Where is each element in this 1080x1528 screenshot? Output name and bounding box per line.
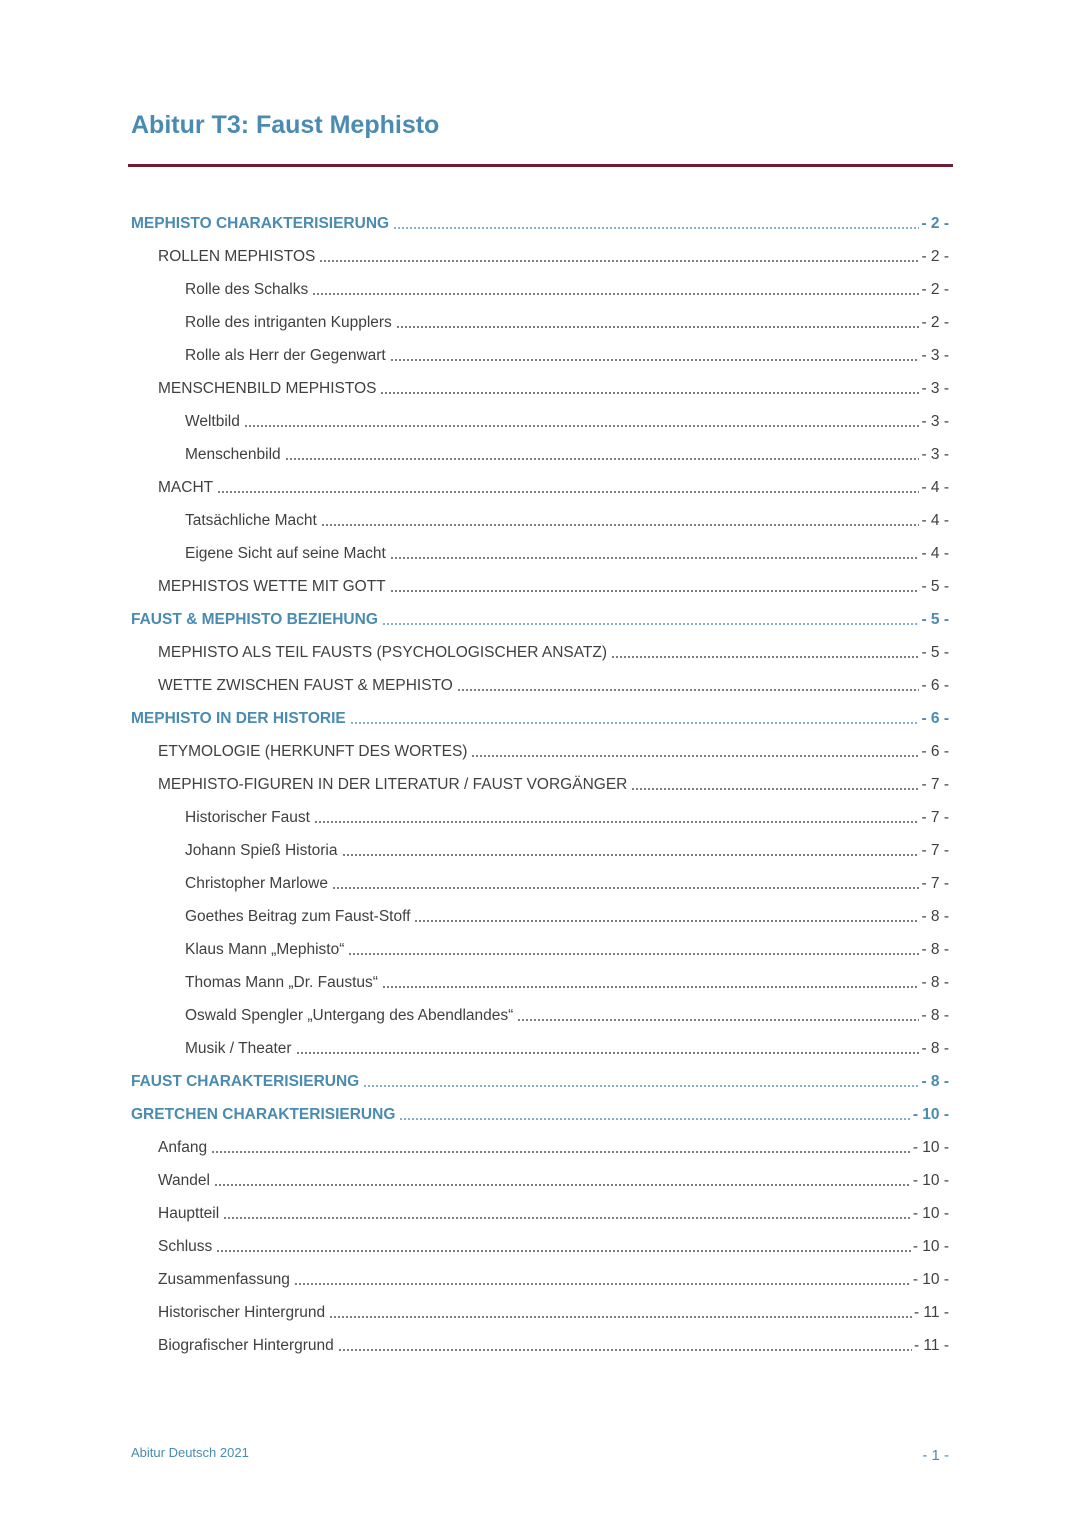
- toc-entry-label: Menschenbild: [185, 445, 281, 463]
- toc-dot-leader: [363, 1085, 919, 1087]
- toc-entry-page-number: - 3 -: [921, 379, 949, 397]
- toc-entry[interactable]: [0, 504, 1080, 537]
- toc-entry-label: FAUST CHARAKTERISIERUNG: [131, 1072, 360, 1090]
- toc-entry-label: GRETCHEN CHARAKTERISIERUNG: [131, 1105, 396, 1123]
- toc-entry-page-number: - 8 -: [921, 1039, 949, 1057]
- toc-entry-page-number: - 8 -: [921, 907, 949, 925]
- toc-entry-page-number: - 3 -: [921, 412, 949, 430]
- toc-entry-label: Thomas Mann „Dr. Faustus“: [185, 973, 378, 991]
- toc-entry[interactable]: [0, 339, 1080, 372]
- toc-entry[interactable]: [0, 768, 1080, 801]
- toc-entry[interactable]: [0, 999, 1080, 1032]
- toc-entry[interactable]: [0, 438, 1080, 471]
- toc-entry[interactable]: [0, 306, 1080, 339]
- toc-entry[interactable]: [0, 867, 1080, 900]
- toc-dot-leader: [312, 293, 919, 295]
- toc-dot-leader: [611, 656, 919, 658]
- toc-entry-label: Zusammenfassung: [158, 1271, 290, 1288]
- toc-dot-leader: [517, 1019, 919, 1021]
- toc-entry-page-number: - 7 -: [921, 775, 949, 793]
- toc-entry-page-number: - 3 -: [921, 346, 949, 364]
- toc-dot-leader: [390, 557, 920, 559]
- toc-entry-page-number: - 8 -: [921, 1006, 949, 1024]
- toc-entry-label: Goethes Beitrag zum Faust-Stoff: [185, 907, 411, 925]
- toc-entry[interactable]: [0, 1164, 1080, 1197]
- toc-dot-leader: [329, 1316, 912, 1318]
- toc-entry-label: MENSCHENBILD MEPHISTOS: [158, 379, 377, 397]
- toc-dot-leader: [332, 887, 919, 889]
- toc-dot-leader: [314, 821, 920, 823]
- toc-entry-label: ETYMOLOGIE (HERKUNFT DES WORTES): [158, 742, 468, 760]
- toc-dot-leader: [285, 458, 920, 460]
- toc-entry-page-number: - 5 -: [921, 610, 949, 628]
- toc-entry-page-number: - 2 -: [921, 214, 949, 232]
- page-title: Abitur T3: Faust Mephisto: [131, 111, 440, 139]
- toc-dot-leader: [342, 854, 920, 856]
- toc-dot-leader: [382, 623, 920, 625]
- toc-entry[interactable]: [0, 1098, 1080, 1131]
- toc-entry[interactable]: [0, 537, 1080, 570]
- toc-entry-page-number: - 7 -: [921, 808, 949, 826]
- toc-entry-label: Historischer Hintergrund: [158, 1304, 326, 1322]
- toc-entry-page-number: - 4 -: [921, 511, 949, 529]
- toc-dot-leader: [390, 359, 920, 361]
- toc-entry[interactable]: [0, 273, 1080, 306]
- toc-entry[interactable]: [0, 1330, 1080, 1363]
- toc-dot-leader: [457, 689, 920, 691]
- toc-dot-leader: [217, 491, 919, 493]
- toc-entry-page-number: - 2 -: [921, 280, 949, 298]
- toc-entry[interactable]: [0, 207, 1080, 240]
- toc-entry-page-number: - 4 -: [921, 478, 949, 496]
- toc-dot-leader: [244, 425, 920, 427]
- toc-entry[interactable]: [0, 1264, 1080, 1297]
- toc-entry-label: WETTE ZWISCHEN FAUST & MEPHISTO: [158, 676, 453, 694]
- toc-entry-page-number: - 10 -: [912, 1171, 949, 1189]
- toc-entry-label: FAUST & MEPHISTO BEZIEHUNG: [131, 610, 378, 628]
- toc-dot-leader: [382, 986, 919, 988]
- toc-entry-label: MEPHISTO-FIGUREN IN DER LITERATUR / FAUST VORGÄNGER: [158, 775, 628, 793]
- toc-dot-leader: [223, 1217, 911, 1219]
- toc-entry-label: Biografischer Hintergrund: [158, 1337, 334, 1355]
- toc-entry[interactable]: [0, 372, 1080, 405]
- toc-entry-label: MEPHISTOS WETTE MIT GOTT: [158, 577, 386, 595]
- toc-entry-page-number: - 6 -: [921, 709, 949, 727]
- toc-dot-leader: [393, 227, 919, 229]
- toc-entry-page-number: - 6 -: [921, 676, 949, 694]
- toc-entry-page-number: - 4 -: [921, 544, 949, 562]
- toc-entry-label: Schluss: [158, 1237, 213, 1255]
- toc-entry-page-number: - 7 -: [921, 874, 949, 892]
- toc-entry-page-number: - 10 -: [912, 1237, 949, 1255]
- toc-entry[interactable]: [0, 735, 1080, 768]
- toc-entry-page-number: - 11 -: [913, 1304, 949, 1322]
- toc-entry[interactable]: [0, 801, 1080, 834]
- toc-entry-page-number: - 10 -: [912, 1271, 949, 1288]
- toc-entry-label: MACHT: [158, 478, 214, 496]
- toc-entry-label: Eigene Sicht auf seine Macht: [185, 544, 386, 562]
- toc-entry-label: ROLLEN MEPHISTOS: [158, 247, 316, 265]
- toc-entry[interactable]: [0, 966, 1080, 999]
- toc-dot-leader: [211, 1151, 911, 1153]
- toc-entry-page-number: - 8 -: [921, 940, 949, 958]
- toc-dot-leader: [321, 524, 920, 526]
- toc-dot-leader: [399, 1118, 910, 1120]
- toc-entry-label: Oswald Spengler „Untergang des Abendlandes“: [185, 1006, 514, 1024]
- toc-entry-label: MEPHISTO ALS TEIL FAUSTS (PSYCHOLOGISCHER ANSATZ): [158, 643, 608, 661]
- toc-entry-label: Wandel: [158, 1171, 210, 1189]
- toc-entry[interactable]: [0, 834, 1080, 867]
- toc-entry[interactable]: [0, 1032, 1080, 1065]
- toc-entry[interactable]: [0, 1065, 1080, 1098]
- toc-entry[interactable]: [0, 1297, 1080, 1330]
- toc-dot-leader: [631, 788, 919, 790]
- toc-entry[interactable]: [0, 1131, 1080, 1164]
- toc-entry[interactable]: [0, 669, 1080, 702]
- toc-entry-label: Anfang: [158, 1138, 208, 1156]
- toc-entry-page-number: - 11 -: [913, 1337, 949, 1355]
- toc-entry[interactable]: [0, 702, 1080, 735]
- toc-entry-page-number: - 7 -: [921, 841, 949, 859]
- toc-dot-leader: [390, 590, 920, 592]
- toc-dot-leader: [338, 1349, 912, 1351]
- toc-entry-page-number: - 10 -: [912, 1138, 949, 1156]
- toc-entry-page-number: - 6 -: [921, 742, 949, 760]
- toc-dot-leader: [214, 1184, 911, 1186]
- footer-label: Abitur Deutsch 2021: [131, 1445, 249, 1460]
- toc-entry-page-number: - 10 -: [912, 1204, 949, 1222]
- toc-entry-page-number: - 8 -: [921, 973, 949, 991]
- toc-dot-leader: [396, 326, 920, 328]
- toc-entry[interactable]: [0, 1230, 1080, 1263]
- toc-entry[interactable]: [0, 471, 1080, 504]
- toc-entry-label: Tatsächliche Macht: [185, 511, 317, 529]
- toc-entry[interactable]: [0, 933, 1080, 966]
- toc-entry-label: Klaus Mann „Mephisto“: [185, 940, 345, 958]
- toc-entry-label: Christopher Marlowe: [185, 874, 328, 892]
- toc-entry[interactable]: [0, 900, 1080, 933]
- title-divider: [128, 164, 953, 167]
- toc-dot-leader: [414, 920, 919, 922]
- toc-entry-page-number: - 8 -: [921, 1072, 949, 1090]
- toc-entry-page-number: - 2 -: [921, 247, 949, 265]
- toc-entry[interactable]: [0, 636, 1080, 669]
- toc-entry-label: MEPHISTO IN DER HISTORIE: [131, 709, 346, 727]
- table-of-contents: [0, 207, 1080, 1363]
- toc-dot-leader: [296, 1052, 920, 1054]
- toc-entry-label: Weltbild: [185, 412, 240, 430]
- toc-entry-label: Johann Spieß Historia: [185, 841, 338, 859]
- toc-entry-label: Hauptteil: [158, 1204, 220, 1222]
- toc-entry-label: Musik / Theater: [185, 1039, 292, 1057]
- toc-entry[interactable]: [0, 603, 1080, 636]
- toc-dot-leader: [350, 722, 920, 724]
- toc-entry[interactable]: [0, 1197, 1080, 1230]
- toc-entry[interactable]: [0, 405, 1080, 438]
- toc-entry-page-number: - 5 -: [921, 643, 949, 661]
- toc-entry-page-number: - 2 -: [921, 313, 949, 331]
- toc-entry-page-number: - 10 -: [912, 1105, 949, 1123]
- toc-dot-leader: [348, 953, 919, 955]
- toc-dot-leader: [380, 392, 919, 394]
- toc-entry[interactable]: [0, 570, 1080, 603]
- toc-dot-leader: [294, 1283, 911, 1285]
- toc-entry-label: Rolle als Herr der Gegenwart: [185, 346, 386, 364]
- toc-entry-page-number: - 5 -: [921, 577, 949, 595]
- toc-entry-label: MEPHISTO CHARAKTERISIERUNG: [131, 214, 390, 232]
- toc-dot-leader: [216, 1250, 911, 1252]
- toc-entry-label: Historischer Faust: [185, 808, 310, 826]
- toc-dot-leader: [471, 755, 919, 757]
- footer-page-number: - 1 -: [922, 1447, 949, 1464]
- toc-entry[interactable]: [0, 240, 1080, 273]
- toc-entry-label: Rolle des intriganten Kupplers: [185, 313, 392, 331]
- toc-entry-label: Rolle des Schalks: [185, 280, 309, 298]
- toc-dot-leader: [319, 260, 919, 262]
- toc-entry-page-number: - 3 -: [921, 445, 949, 463]
